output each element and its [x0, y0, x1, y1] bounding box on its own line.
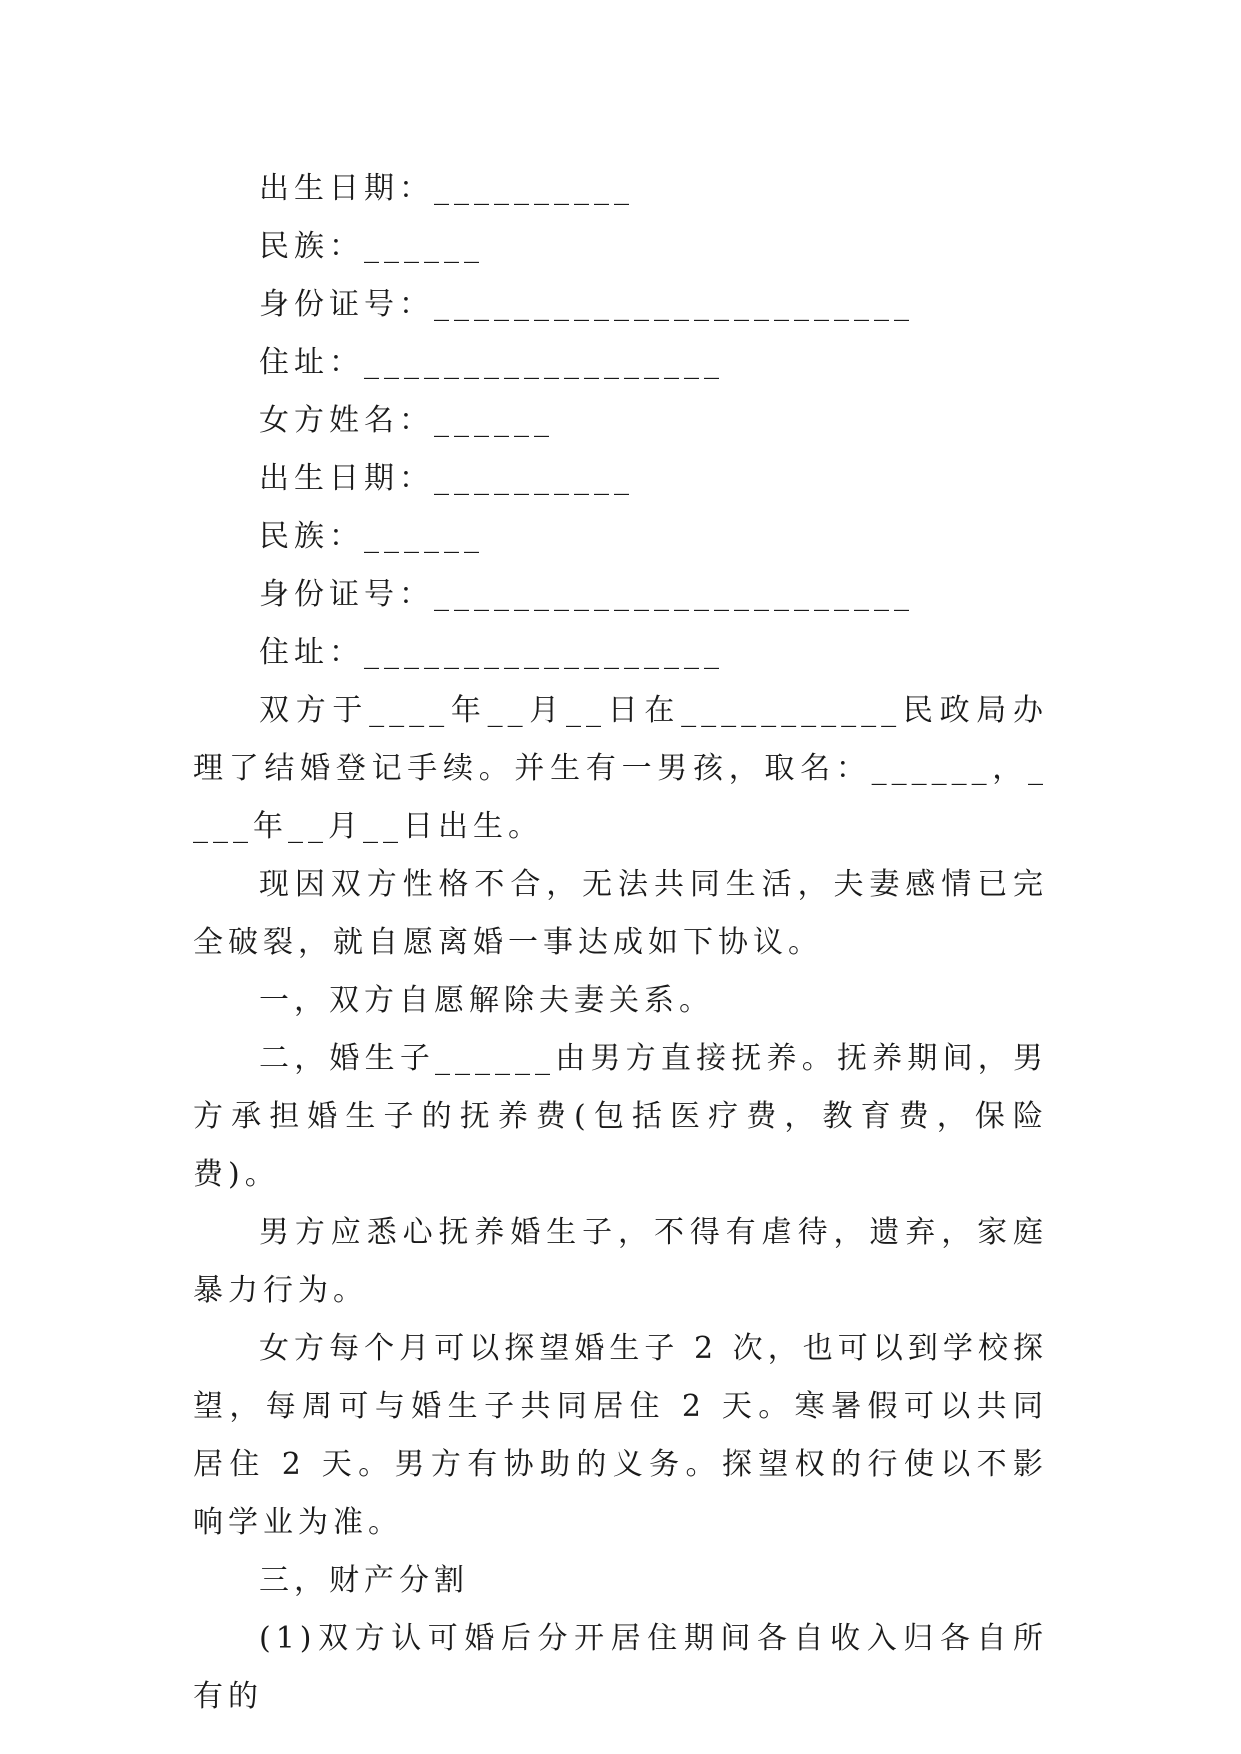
paragraph-property-item-1: (1)双方认可婚后分开居住期间各自收入归各自所有的 [193, 1621, 1048, 1714]
field-id-number-male: 身份证号：________________________ [259, 287, 914, 322]
field-ethnicity-male: 民族：______ [259, 229, 484, 264]
paragraph-clause-2: 二，婚生子______由男方直接抚养。抚养期间，男方承担婚生子的抚养费(包括医疗费，教育费，保险费)。 [193, 1041, 1048, 1192]
paragraph-clause-1: 一，双方自愿解除夫妻关系。 [259, 983, 714, 1018]
field-birth-date-female: 出生日期：__________ [259, 461, 634, 496]
paragraph-reason: 现因双方性格不合，无法共同生活，夫妻感情已完全破裂，就自愿离婚一事达成如下协议。 [193, 867, 1048, 960]
field-address-female: 住址：__________________ [259, 635, 724, 670]
paragraph-marriage-registration: 双方于____年__月__日在___________民政局办理了结婚登记手续。并生有一男孩，取名：______，____年__月__日出生。 [193, 693, 1048, 844]
field-female-name: 女方姓名：______ [259, 403, 554, 438]
field-id-number-female: 身份证号：________________________ [259, 577, 914, 612]
field-address-male: 住址：__________________ [259, 345, 724, 380]
paragraph-visitation: 女方每个月可以探望婚生子 2 次，也可以到学校探望，每周可与婚生子共同居住 2 天。寒暑假可以共同居住 2 天。男方有协助的义务。探望权的行使以不影响学业为准。 [193, 1331, 1048, 1540]
document-body [193, 160, 1048, 1726]
paragraph-care-duty: 男方应悉心抚养婚生子，不得有虐待，遗弃，家庭暴力行为。 [193, 1215, 1048, 1308]
paragraph-clause-3-heading: 三，财产分割 [259, 1563, 469, 1598]
field-ethnicity-female: 民族：______ [259, 519, 484, 554]
field-birth-date-male: 出生日期：__________ [259, 171, 634, 206]
